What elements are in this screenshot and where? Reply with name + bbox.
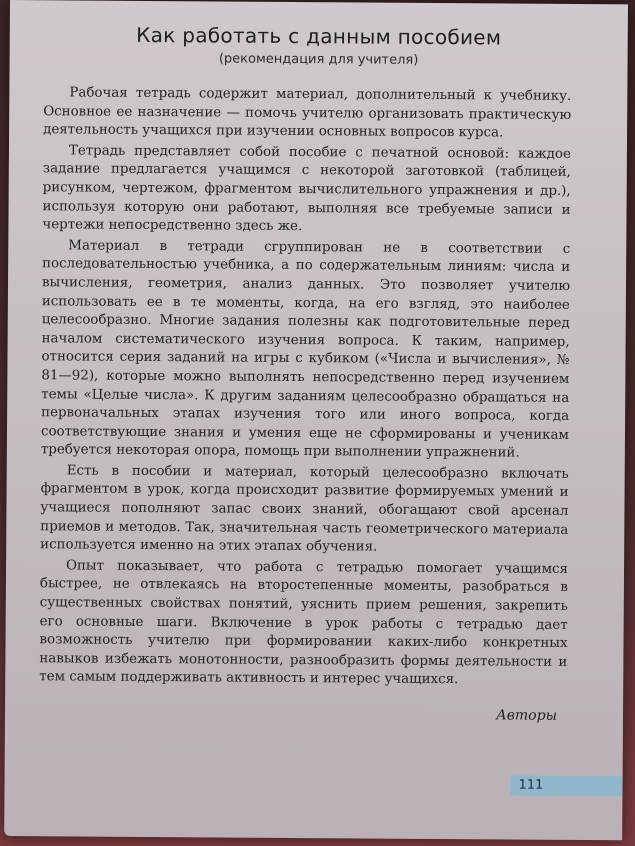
paragraph-4: Есть в пособии и материал, который целесообразно включать фрагментом в урок, когда происходит развитие формируемых умений и учащиеся пополняют запас своих знаний, обогащают свой арсенал приемов и методов. Так, значительная часть геометрического материала используется именно на этих этапах обучения. [40, 463, 569, 555]
authors-signature: Авторы [496, 707, 558, 724]
paragraph-1: Рабочая тетрадь содержит материал, дополнительный к учебнику. Основное ее назначение — помочь учителю организовать практическую деятельность учащихся при изучении основных вопросов курса. [43, 85, 572, 141]
page-number-tab [510, 776, 622, 797]
body-text [39, 84, 571, 693]
page-subtitle: (рекомендация для учителя) [218, 51, 419, 68]
paragraph-2: Тетрадь представляет собой пособие с печатной основой: каждое задание предлагается учащимся с некоторой заготовкой (таблицей, рисунком, чертежом, фрагментом вычислительного упражнения и др.), используя которую они работают, выполняя все требуемые записи и чертежи непосредственно здесь же. [42, 143, 571, 235]
page-title: Как работать с данным пособием [136, 22, 502, 50]
paragraph-5: Опыт показывает, что работа с тетрадью помогает учащимся быстрее, не отвлекаясь на второстепенные моменты, разобраться в существенных свойствах понятий, уяснить прием решения, закрепить его основные шаги. Включение в урок работы с тетрадью дает возможность учителю при формировании каких-либо конкретных навыков избежать монотонности, разнообразить формы деятельности и тем самым поддерживать активность и интерес учащихся. [39, 558, 569, 688]
page-number: 111 [518, 777, 544, 793]
book-page [4, 0, 628, 840]
paragraph-3: Материал в тетради сгруппирован не в соответствии с последовательностью учебника, а по содержательным линиям: числа и вычисления, геометрия, анализ данных. Это позволяет учителю использовать ее в те моменты, когда, на его взгляд, это наиболее целесообразно. Многие задания полезны как подготовительные перед началом систематического изучения вопроса. К таким, например, относится серия заданий на игры с кубиком («Числа и вычисления», № 81—92), которые можно выполнять непосредственно перед изучением темы «Целые числа». К другим заданиям целесообразно обращаться на первоначальных этапах изучения того или иного вопроса, когда соответствующие знания и умения еще не сформированы и ученикам требуется некоторая опора, помощь при выполнении упражнений. [40, 238, 571, 461]
